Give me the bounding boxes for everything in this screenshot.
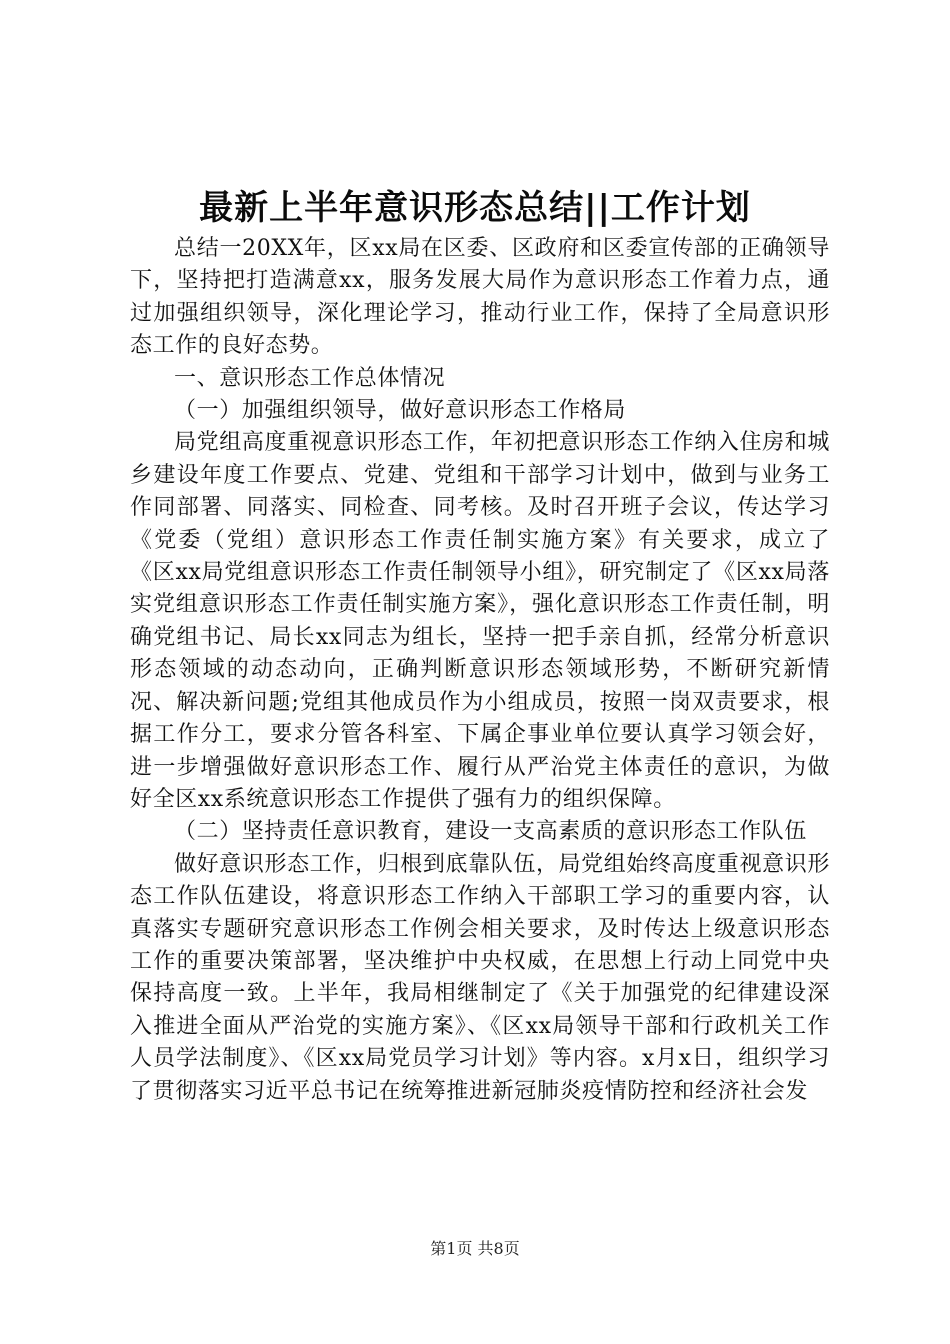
subsection-heading-2: （二）坚持责任意识教育，建设一支高素质的意识形态工作队伍 [174, 819, 807, 845]
section-heading-1: 一、意识形态工作总体情况 [174, 365, 446, 391]
subsection-heading-1: （一）加强组织领导，做好意识形态工作格局 [174, 398, 627, 424]
document-body [130, 233, 830, 1108]
document-title: 最新上半年意识形态总结||工作计划 [199, 188, 751, 228]
paragraph-intro: 总结一20XX年，区xx局在区委、区政府和区委宣传部的正确领导下，坚持把打造满意xx，服务发展大局作为意识形态工作着力点，通过加强组织领导，深化理论学习，推动行业工作，保持了全局意识形态工作的良好态势。 [130, 236, 830, 359]
page-number-footer: 第1页 共8页 [430, 1239, 520, 1258]
paragraph-body-1: 局党组高度重视意识形态工作，年初把意识形态工作纳入住房和城乡建设年度工作要点、党建、党组和干部学习计划中，做到与业务工作同部署、同落实、同检查、同考核。及时召开班子会议，传达学习《党委（党组）意识形态工作责任制实施方案》有关要求，成立了《区xx局党组意识形态工作责任制领导小组》，研究制定了《区xx局落实党组意识形态工作责任制实施方案》，强化意识形态工作责任制，明确党组书记、局长xx同志为组长，坚持一把手亲自抓，经常分析意识形态领域的动态动向，正确判断意识形态领域形势，不断研究新情况、解决新问题;党组其他成员作为小组成员，按照一岗双责要求，根据工作分工，要求分管各科室、下属企事业单位要认真学习领会好，进一步增强做好意识形态工作、履行从严治党主体责任的意识，为做好全区xx系统意识形态工作提供了强有力的组织保障。 [130, 430, 830, 812]
paragraph-body-2: 做好意识形态工作，归根到底靠队伍，局党组始终高度重视意识形态工作队伍建设，将意识形态工作纳入干部职工学习的重要内容，认真落实专题研究意识形态工作例会相关要求，及时传达上级意识形态工作的重要决策部署，坚决维护中央权威，在思想上行动上同党中央保持高度一致。上半年，我局相继制定了《关于加强党的纪律建设深入推进全面从严治党的实施方案》、《区xx局领导干部和行政机关工作人员学法制度》、《区xx局党员学习计划》等内容。x月x日，组织学习了贯彻落实习近平总书记在统筹推进新冠肺炎疫情防控和经济社会发 [130, 851, 830, 1104]
